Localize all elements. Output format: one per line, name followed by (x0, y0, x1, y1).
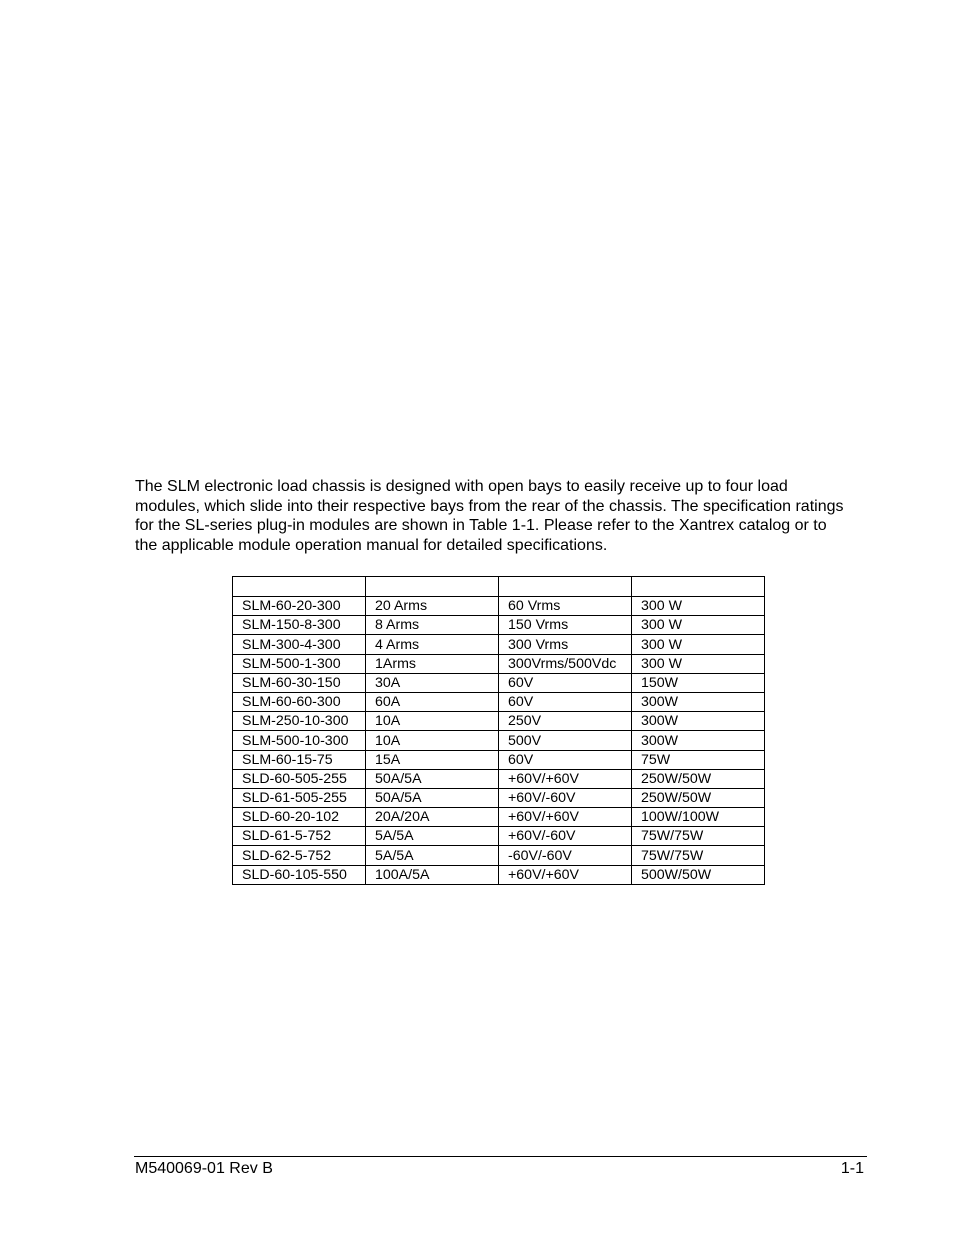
table-cell: 20A/20A (366, 808, 499, 827)
table-cell: SLM-60-60-300 (233, 692, 366, 711)
footer-divider (134, 1156, 867, 1157)
table-row (233, 827, 765, 846)
table-cell: +60V/-60V (499, 827, 632, 846)
table-cell: SLM-300-4-300 (233, 635, 366, 654)
table-row (233, 865, 765, 884)
table-row (233, 769, 765, 788)
table-cell: 15A (366, 750, 499, 769)
table-cell: +60V/+60V (499, 865, 632, 884)
table-cell: 5A/5A (366, 827, 499, 846)
table-cell: +60V/-60V (499, 788, 632, 807)
table-cell: 60V (499, 692, 632, 711)
table-cell: SLD-60-105-550 (233, 865, 366, 884)
table-row (233, 846, 765, 865)
table-cell: 10A (366, 712, 499, 731)
table-cell: 300Vrms/500Vdc (499, 654, 632, 673)
table-cell: SLD-62-5-752 (233, 846, 366, 865)
table-cell: 75W/75W (632, 846, 765, 865)
table-cell: 250V (499, 712, 632, 731)
table-cell: 60A (366, 692, 499, 711)
table-cell: 50A/5A (366, 788, 499, 807)
table-row (233, 597, 765, 616)
table-cell: 1Arms (366, 654, 499, 673)
table-cell: 250W/50W (632, 769, 765, 788)
table-cell: 5A/5A (366, 846, 499, 865)
table-cell: 300 W (632, 616, 765, 635)
table-cell: 300W (632, 692, 765, 711)
table-cell: 50A/5A (366, 769, 499, 788)
table-cell: 300 Vrms (499, 635, 632, 654)
table-cell: 150 Vrms (499, 616, 632, 635)
table-cell: 10A (366, 731, 499, 750)
table-cell: 75W/75W (632, 827, 765, 846)
table-cell: 60V (499, 750, 632, 769)
table-row (233, 788, 765, 807)
table-cell: 300 W (632, 597, 765, 616)
table-cell: SLM-60-15-75 (233, 750, 366, 769)
table-row (233, 712, 765, 731)
intro-paragraph: The SLM electronic load chassis is designed with open bays to easily receive up to four load modules, which slide into their respective bays from the rear of the chassis. The specification ratings for the SL-series plug-in modules are shown in Table 1-1. Please refer to the Xantrex catalog or to the applicable module operation manual for detailed specifications. (135, 478, 844, 554)
table-header-row (233, 577, 765, 597)
table-cell: 30A (366, 673, 499, 692)
table-cell: SLM-250-10-300 (233, 712, 366, 731)
table-cell: 300W (632, 731, 765, 750)
table-cell: 300 W (632, 654, 765, 673)
table-row (233, 673, 765, 692)
header-cell (366, 577, 499, 597)
table-cell: SLM-150-8-300 (233, 616, 366, 635)
table-cell: SLD-61-5-752 (233, 827, 366, 846)
table-row (233, 635, 765, 654)
table-cell: SLD-60-20-102 (233, 808, 366, 827)
table-cell: SLD-60-505-255 (233, 769, 366, 788)
table-cell: -60V/-60V (499, 846, 632, 865)
table-cell: 60 Vrms (499, 597, 632, 616)
table-cell: 100A/5A (366, 865, 499, 884)
page-number: 1-1 (840, 1160, 864, 1177)
table-row (233, 808, 765, 827)
table-cell: 75W (632, 750, 765, 769)
table-cell: 100W/100W (632, 808, 765, 827)
table-row (233, 616, 765, 635)
table-row (233, 750, 765, 769)
table-cell: SLM-500-1-300 (233, 654, 366, 673)
table-cell: 300 W (632, 635, 765, 654)
table-cell: +60V/+60V (499, 808, 632, 827)
table-cell: SLM-500-10-300 (233, 731, 366, 750)
table-cell: 500V (499, 731, 632, 750)
table-row (233, 692, 765, 711)
table-cell: 8 Arms (366, 616, 499, 635)
header-cell (233, 577, 366, 597)
table-cell: 500W/50W (632, 865, 765, 884)
table-cell: SLM-60-30-150 (233, 673, 366, 692)
table-cell: 4 Arms (366, 635, 499, 654)
table-row (233, 731, 765, 750)
table-cell: 150W (632, 673, 765, 692)
table-cell: 300W (632, 712, 765, 731)
header-cell (632, 577, 765, 597)
table-cell: 20 Arms (366, 597, 499, 616)
table-cell: SLD-61-505-255 (233, 788, 366, 807)
table-row (233, 654, 765, 673)
header-cell (499, 577, 632, 597)
table-cell: SLM-60-20-300 (233, 597, 366, 616)
table-cell: 250W/50W (632, 788, 765, 807)
module-spec-table (232, 576, 765, 885)
table-cell: +60V/+60V (499, 769, 632, 788)
document-revision: M540069-01 Rev B (135, 1160, 273, 1177)
table-cell: 60V (499, 673, 632, 692)
